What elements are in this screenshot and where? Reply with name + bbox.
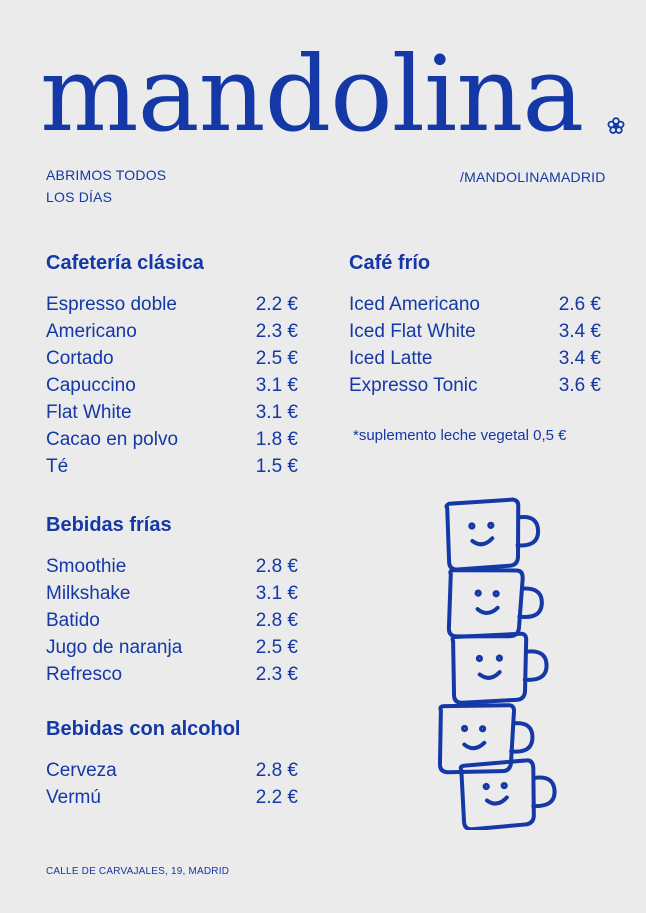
- menu-item-name: Cacao en polvo: [46, 429, 179, 450]
- section-title: Cafetería clásica: [46, 252, 204, 274]
- menu-item: [46, 607, 298, 634]
- menu-item: [46, 426, 298, 453]
- mug-icon: [448, 568, 543, 639]
- brand-logo: mandolina: [40, 33, 584, 155]
- menu-item: [46, 372, 298, 399]
- menu-item-name: Espresso doble: [46, 294, 177, 315]
- menu-item: [46, 634, 298, 661]
- mug-icon: [452, 633, 547, 703]
- menu-item-price: 2.8 €: [255, 556, 298, 577]
- menu-item: [46, 757, 298, 784]
- menu-item-name: Cortado: [46, 348, 114, 369]
- menu-item-name: Té: [46, 456, 69, 477]
- menu-item: [46, 784, 298, 811]
- menu-item-price: 3.1 €: [255, 402, 298, 423]
- vegetal-milk-note: *suplemento leche vegetal 0,5 €: [353, 427, 567, 444]
- menu-item-list: [46, 553, 298, 688]
- menu-item-list: [46, 757, 298, 811]
- menu-item-price: 2.6 €: [558, 294, 601, 315]
- section-title: Bebidas con alcohol: [46, 718, 241, 740]
- menu-item-name: Milkshake: [46, 583, 131, 604]
- menu-item-price: 2.3 €: [255, 321, 298, 342]
- menu-item-name: Jugo de naranja: [46, 637, 183, 658]
- menu-item-name: Americano: [46, 321, 137, 342]
- menu-item: [349, 318, 601, 345]
- menu-item: [46, 553, 298, 580]
- menu-item-price: 3.1 €: [255, 583, 298, 604]
- menu-item-name: Iced Americano: [349, 294, 480, 315]
- stacked-mugs-illustration: [425, 490, 575, 830]
- menu-item: [46, 580, 298, 607]
- menu-item-name: Smoothie: [46, 556, 127, 577]
- menu-item: [46, 345, 298, 372]
- menu-item: [46, 661, 298, 688]
- menu-item-name: Capuccino: [46, 375, 136, 396]
- menu-item-price: 3.6 €: [558, 375, 601, 396]
- menu-item: [349, 372, 601, 399]
- menu-item: [46, 291, 298, 318]
- menu-item: [349, 345, 601, 372]
- opening-tagline: [46, 164, 206, 208]
- section-title: Café frío: [349, 252, 431, 274]
- menu-item-price: 2.5 €: [255, 348, 298, 369]
- menu-item-name: Expresso Tonic: [349, 375, 478, 396]
- menu-item-price: 2.2 €: [255, 294, 298, 315]
- social-handle: /MANDOLINAMADRID: [460, 169, 606, 185]
- menu-item-list: [349, 291, 601, 399]
- menu-item-name: Vermú: [46, 787, 101, 808]
- menu-item-name: Iced Flat White: [349, 321, 476, 342]
- section-cafe-frio: [349, 251, 601, 399]
- flower-icon: [607, 117, 625, 135]
- menu-item-price: 2.3 €: [255, 664, 298, 685]
- menu-item-price: 2.8 €: [255, 610, 298, 631]
- menu-item-name: Cerveza: [46, 760, 117, 781]
- tagline-line-2: LOS DÍAS: [46, 189, 113, 205]
- menu-item-price: 3.4 €: [558, 321, 601, 342]
- menu-item-name: Batido: [46, 610, 100, 631]
- section-cafeteria-clasica: [46, 251, 298, 480]
- menu-item-name: Iced Latte: [349, 348, 433, 369]
- section-title: Bebidas frías: [46, 514, 172, 536]
- section-bebidas-alcohol: [46, 717, 298, 811]
- address: CALLE DE CARVAJALES, 19, MADRID: [46, 866, 230, 877]
- tagline-line-1: ABRIMOS TODOS: [46, 167, 167, 183]
- menu-item: [46, 453, 298, 480]
- menu-item-price: 1.8 €: [255, 429, 298, 450]
- menu-item-price: 3.1 €: [255, 375, 298, 396]
- menu-item: [46, 399, 298, 426]
- menu-item-price: 2.5 €: [255, 637, 298, 658]
- menu-item-price: 1.5 €: [255, 456, 298, 477]
- menu-item-name: Refresco: [46, 664, 123, 685]
- menu-item-price: 2.2 €: [255, 787, 298, 808]
- mug-icon: [446, 499, 539, 570]
- menu-item-name: Flat White: [46, 402, 132, 423]
- menu-item-price: 2.8 €: [255, 760, 298, 781]
- menu-item-price: 3.4 €: [558, 348, 601, 369]
- menu-item: [349, 291, 601, 318]
- menu-item: [46, 318, 298, 345]
- menu-item-list: [46, 291, 298, 480]
- section-bebidas-frias: [46, 513, 298, 688]
